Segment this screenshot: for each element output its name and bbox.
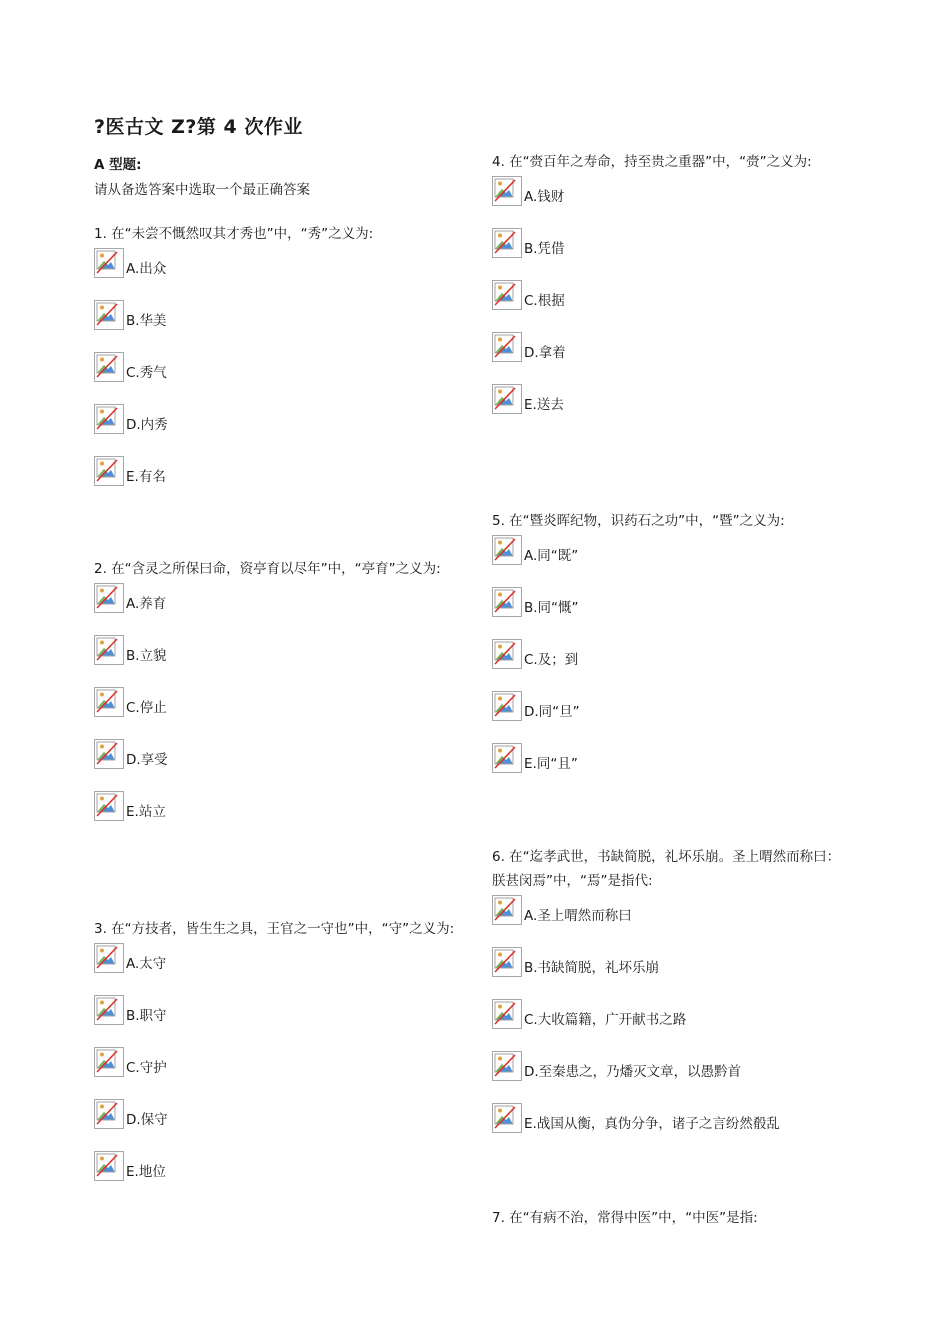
option-c[interactable]: [492, 278, 852, 310]
broken-image-icon: [492, 895, 522, 925]
broken-image-icon: [94, 995, 124, 1025]
option-label: B.凭借: [524, 241, 565, 257]
option-b[interactable]: [492, 585, 852, 617]
option-label: D.享受: [126, 752, 168, 768]
broken-image-icon: [492, 587, 522, 617]
broken-image-icon: [492, 332, 522, 362]
broken-image-icon: [94, 1151, 124, 1181]
option-e[interactable]: [492, 382, 852, 414]
broken-image-icon: [492, 280, 522, 310]
question-text: 3. 在“方技者，皆生生之具，王官之一守也”中，“守”之义为:: [94, 921, 455, 937]
option-label: B.职守: [126, 1008, 167, 1024]
option-label: C.秀气: [126, 365, 167, 381]
broken-image-icon: [94, 404, 124, 434]
option-a[interactable]: [492, 533, 852, 565]
option-a[interactable]: [492, 893, 852, 925]
option-label: A.钱财: [524, 189, 565, 205]
question-5: [492, 509, 852, 773]
option-label: E.送去: [524, 397, 564, 413]
option-label: E.同“且”: [524, 756, 578, 772]
option-label: C.及；到: [524, 652, 579, 668]
question-text: 7. 在“有病不治，常得中医”中，“中医”是指:: [492, 1210, 758, 1226]
option-a[interactable]: [492, 174, 852, 206]
section-instruction: 请从备选答案中选取一个最正确答案: [94, 182, 310, 198]
broken-image-icon: [492, 1103, 522, 1133]
option-label: C.大收篇籍，广开献书之路: [524, 1012, 687, 1028]
option-d[interactable]: [492, 330, 852, 362]
question-text: 4. 在“赍百年之寿命，持至贵之重器”中，“赍”之义为:: [492, 154, 812, 170]
broken-image-icon: [94, 1099, 124, 1129]
option-label: D.内秀: [126, 417, 168, 433]
question-3: [94, 917, 464, 1181]
option-a[interactable]: [94, 246, 464, 278]
broken-image-icon: [94, 739, 124, 769]
option-label: E.战国从衡，真伪分争，诸子之言纷然殽乱: [524, 1116, 780, 1132]
broken-image-icon: [94, 248, 124, 278]
question-4: [492, 150, 852, 414]
option-d[interactable]: [94, 737, 464, 769]
option-b[interactable]: [492, 226, 852, 258]
option-c[interactable]: [94, 350, 464, 382]
option-d[interactable]: [94, 1097, 464, 1129]
section-heading: A 型题:: [94, 157, 142, 173]
option-label: A.出众: [126, 261, 167, 277]
option-label: C.根据: [524, 293, 565, 309]
option-e[interactable]: [492, 741, 852, 773]
broken-image-icon: [94, 583, 124, 613]
option-label: B.华美: [126, 313, 167, 329]
option-e[interactable]: [94, 1149, 464, 1181]
option-label: A.养育: [126, 596, 167, 612]
question-1: [94, 222, 464, 486]
option-label: E.地位: [126, 1164, 166, 1180]
question-text: 2. 在“含灵之所保曰命，资亭育以尽年”中，“亭育”之义为:: [94, 561, 441, 577]
broken-image-icon: [94, 456, 124, 486]
option-a[interactable]: [94, 581, 464, 613]
option-e[interactable]: [94, 789, 464, 821]
question-text: 5. 在“暨炎晖纪物，识药石之功”中，“暨”之义为:: [492, 513, 785, 529]
option-c[interactable]: [94, 1045, 464, 1077]
option-c[interactable]: [492, 637, 852, 669]
broken-image-icon: [492, 176, 522, 206]
question-text: 1. 在“未尝不慨然叹其才秀也”中，“秀”之义为:: [94, 226, 374, 242]
broken-image-icon: [492, 535, 522, 565]
option-a[interactable]: [94, 941, 464, 973]
broken-image-icon: [492, 228, 522, 258]
broken-image-icon: [492, 947, 522, 977]
broken-image-icon: [492, 691, 522, 721]
option-e[interactable]: [94, 454, 464, 486]
broken-image-icon: [492, 384, 522, 414]
option-label: B.立貌: [126, 648, 167, 664]
option-b[interactable]: [492, 945, 852, 977]
option-label: A.太守: [126, 956, 167, 972]
option-label: E.有名: [126, 469, 166, 485]
option-b[interactable]: [94, 633, 464, 665]
option-label: B.同“慨”: [524, 600, 579, 616]
question-7: [492, 1206, 852, 1230]
option-c[interactable]: [492, 997, 852, 1029]
broken-image-icon: [492, 1051, 522, 1081]
option-label: D.至秦患之，乃燔灭文章，以愚黔首: [524, 1064, 742, 1080]
option-label: D.保守: [126, 1112, 168, 1128]
broken-image-icon: [492, 999, 522, 1029]
option-label: A.圣上喟然而称曰: [524, 908, 632, 924]
option-b[interactable]: [94, 993, 464, 1025]
option-label: D.拿着: [524, 345, 566, 361]
option-c[interactable]: [94, 685, 464, 717]
option-b[interactable]: [94, 298, 464, 330]
option-e[interactable]: [492, 1101, 852, 1133]
question-text: 6. 在“迄孝武世，书缺简脱，礼坏乐崩。圣上喟然而称曰：朕甚闵焉”中，“焉”是指代:: [492, 849, 841, 889]
broken-image-icon: [94, 352, 124, 382]
option-d[interactable]: [492, 1049, 852, 1081]
option-label: D.同“旦”: [524, 704, 580, 720]
question-2: [94, 557, 464, 821]
page-title: ?医古文 Z?第 4 次作业: [94, 116, 303, 138]
option-d[interactable]: [492, 689, 852, 721]
broken-image-icon: [492, 743, 522, 773]
broken-image-icon: [492, 639, 522, 669]
broken-image-icon: [94, 300, 124, 330]
option-d[interactable]: [94, 402, 464, 434]
option-label: C.停止: [126, 700, 167, 716]
option-label: E.站立: [126, 804, 166, 820]
question-6: [492, 845, 852, 1133]
broken-image-icon: [94, 943, 124, 973]
broken-image-icon: [94, 1047, 124, 1077]
broken-image-icon: [94, 687, 124, 717]
broken-image-icon: [94, 635, 124, 665]
option-label: B.书缺简脱，礼坏乐崩: [524, 960, 660, 976]
option-label: A.同“既”: [524, 548, 579, 564]
option-label: C.守护: [126, 1060, 167, 1076]
broken-image-icon: [94, 791, 124, 821]
